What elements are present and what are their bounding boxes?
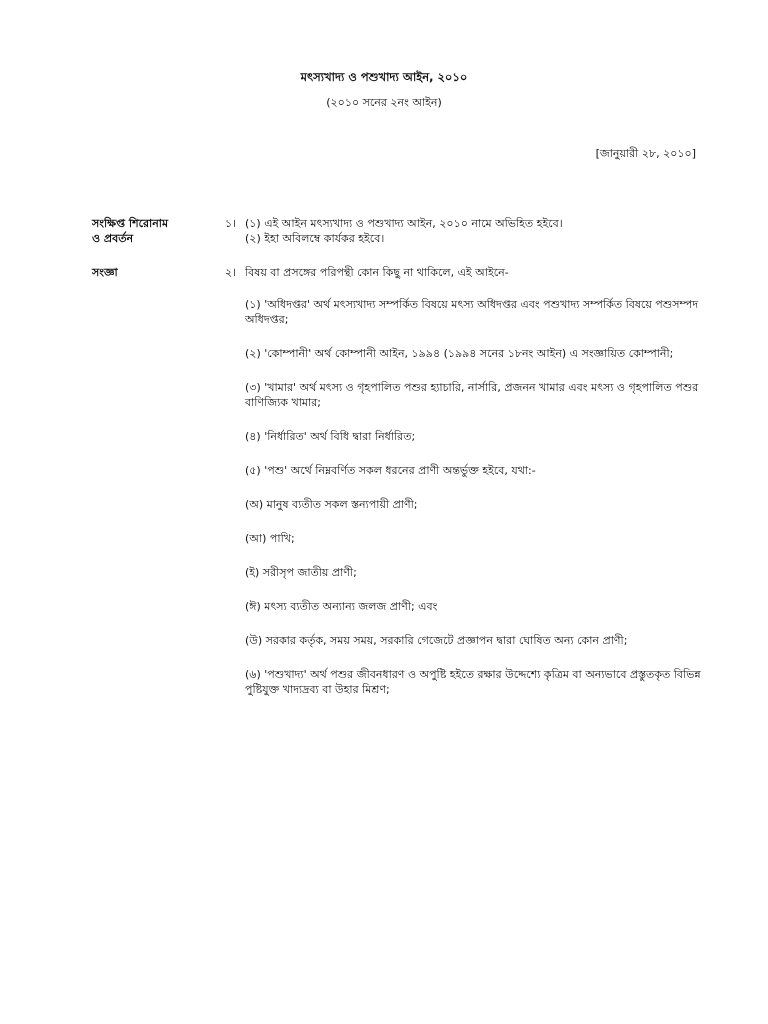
definition-subitem: (উ) সরকার কর্তৃক, সময় সময়, সরকারি গেজেটে প্রজ্ঞাপন দ্বারা ঘোষিত অন্য কোন প্রাণী; <box>245 634 628 647</box>
section2-number: ২। <box>225 266 237 279</box>
section2-heading: সংজ্ঞা <box>92 266 118 279</box>
definition-subitem: (ই) সরীসৃপ জাতীয় প্রাণী; <box>245 566 357 579</box>
section1-clause1: (১) এই আইন মৎস্যখাদ্য ও পশুখাদ্য আইন, ২০১০ নামে অভিহিত হইবে। <box>245 217 563 230</box>
definition-subitem: (আ) পাখি; <box>245 532 295 545</box>
definition-subitem: (ঈ) মৎস্য ব্যতীত অন্যান্য জলজ প্রাণী; এবং <box>245 600 438 613</box>
definition-item: (১) 'অধিদপ্তর' অর্থ মৎস্যখাদ্য সম্পর্কিত বিষয়ে মৎস্য অধিদপ্তর এবং পশুখাদ্য সম্পর্কিত বিষয়ে পশুসম্পদ অধিদপ্তর; <box>245 298 699 326</box>
definition-item: (২) 'কোম্পানী' অর্থ কোম্পানী আইন, ১৯৯৪ (১৯৯৪ সনের ১৮নং আইন) এ সংজ্ঞায়িত কোম্পানী; <box>245 347 674 360</box>
definition-item: (৫) 'পশু' অর্থে নিম্নবর্ণিত সকল ধরনের প্রাণী অন্তর্ভুক্ত হইবে, যথা:- <box>245 464 536 477</box>
definition-item: (৩) 'খামার' অর্থ মৎস্য ও গৃহপালিত পশুর হ্যাচারি, নার্সারি, প্রজনন খামার এবং মৎস্য ও গৃহপালিত পশুর বাণিজ্যিক খামার; <box>245 381 699 409</box>
definition-item: (৬) 'পশুখাদ্য' অর্থ পশুর জীবনধারণ ও অপুষ্টি হইতে রক্ষার উদ্দেশ্যে কৃত্রিম বা অন্যভাবে প্রস্তুতকৃত বিভিন্ন পুষ্টিযুক্ত খাদ্যদ্রব্য বা উহার মিশ্রণ; <box>245 668 701 696</box>
section1-heading-line2: ও প্রবর্তন <box>92 232 134 245</box>
section1-clause2: (২) ইহা অবিলম্বে কার্যকর হইবে। <box>245 232 385 245</box>
section2-intro: বিষয় বা প্রসঙ্গের পরিপন্থী কোন কিছু না থাকিলে, এই আইনে- <box>245 266 509 279</box>
document-title: মৎস্যখাদ্য ও পশুখাদ্য আইন, ২০১০ <box>300 70 468 84</box>
document-date: [জানুয়ারী ২৮, ২০১০] <box>595 147 696 160</box>
definition-item: (৪) 'নির্ধারিত' অর্থ বিধি দ্বারা নির্ধারিত; <box>245 430 416 443</box>
definition-subitem: (অ) মানুষ ব্যতীত সকল স্তন্যপায়ী প্রাণী; <box>245 498 418 511</box>
document-subtitle: (২০১০ সনের ২নং আইন) <box>326 96 442 109</box>
section1-heading-line1: সংক্ষিপ্ত শিরোনাম <box>92 217 169 230</box>
section1-number: ১। <box>225 217 237 230</box>
